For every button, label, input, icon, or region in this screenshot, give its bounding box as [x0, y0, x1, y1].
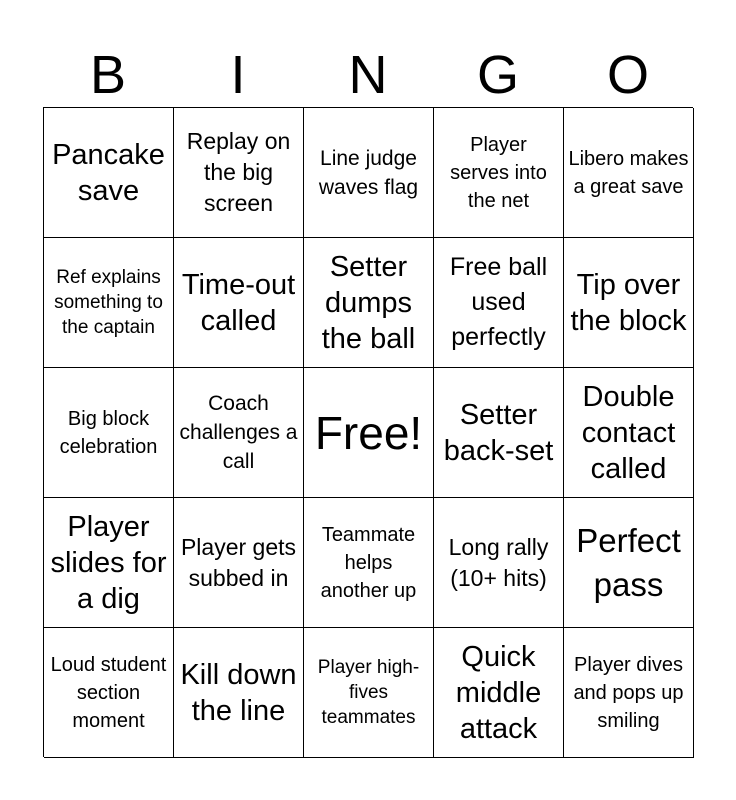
- cell-text: Pancake save: [52, 138, 165, 207]
- bingo-cell-r3c2[interactable]: [174, 368, 304, 498]
- free-space-text: Free!: [314, 406, 423, 459]
- cell-text: Player high-fives teammates: [317, 657, 420, 728]
- bingo-cell-r1c4[interactable]: [434, 108, 564, 238]
- bingo-cell-r1c3[interactable]: [304, 108, 434, 238]
- bingo-cell-r2c1[interactable]: [44, 238, 174, 368]
- cell-text: Ref explains something to the captain: [54, 267, 163, 338]
- cell-text: Coach challenges a call: [179, 392, 298, 473]
- bingo-cell-r2c4[interactable]: [434, 238, 564, 368]
- cell-text: Line judge waves flag: [318, 146, 419, 199]
- cell-text: Player dives and pops up smiling: [573, 653, 684, 732]
- cell-text: Player gets subbed in: [180, 533, 297, 591]
- cell-text: Loud student section moment: [50, 653, 167, 732]
- bingo-cell-r5c4[interactable]: [434, 628, 564, 758]
- cell-text: Long rally (10+ hits): [448, 533, 549, 591]
- bingo-cell-r3c4[interactable]: [434, 368, 564, 498]
- cell-text: Teammate helps another up: [320, 523, 417, 602]
- cell-text: Free ball used perfectly: [449, 253, 548, 351]
- cell-text: Double contact called: [581, 380, 676, 485]
- bingo-cell-r4c4[interactable]: [434, 498, 564, 628]
- bingo-cell-r2c3[interactable]: [304, 238, 434, 368]
- bingo-cell-r5c5[interactable]: [564, 628, 694, 758]
- cell-text: Setter back-set: [443, 398, 554, 467]
- header-letter-n: N: [348, 45, 388, 105]
- bingo-cell-r2c2[interactable]: [174, 238, 304, 368]
- bingo-cell-r3c5[interactable]: [564, 368, 694, 498]
- header-letter-o: O: [606, 45, 649, 105]
- bingo-cell-r5c1[interactable]: [44, 628, 174, 758]
- bingo-cell-r4c1[interactable]: [44, 498, 174, 628]
- bingo-cell-r5c3[interactable]: [304, 628, 434, 758]
- bingo-cell-r2c5[interactable]: [564, 238, 694, 368]
- cell-text: Libero makes a great save: [568, 147, 689, 198]
- header-letter-i: I: [230, 45, 246, 105]
- header-letter-g: G: [476, 45, 519, 105]
- bingo-cell-r1c1[interactable]: [44, 108, 174, 238]
- bingo-cell-r4c2[interactable]: [174, 498, 304, 628]
- cell-text: Player slides for a dig: [50, 510, 167, 615]
- cell-text: Big block celebration: [59, 407, 158, 458]
- header-letter-b: B: [89, 45, 127, 105]
- cell-text: Quick middle attack: [455, 640, 542, 745]
- bingo-cell-r4c3[interactable]: [304, 498, 434, 628]
- cell-text: Player serves into the net: [450, 133, 547, 212]
- bingo-header: [43, 44, 693, 106]
- bingo-cell-r1c5[interactable]: [564, 108, 694, 238]
- cell-text: Setter dumps the ball: [321, 250, 416, 355]
- cell-text: Time-out called: [181, 268, 296, 337]
- cell-text: Replay on the big screen: [186, 128, 291, 216]
- bingo-cell-r1c2[interactable]: [174, 108, 304, 238]
- bingo-cell-free[interactable]: [304, 368, 434, 498]
- bingo-cell-r5c2[interactable]: [174, 628, 304, 758]
- bingo-cell-r4c5[interactable]: [564, 498, 694, 628]
- cell-text: Perfect pass: [576, 521, 681, 603]
- cell-text: Kill down the line: [180, 658, 297, 727]
- bingo-cell-r3c1[interactable]: [44, 368, 174, 498]
- cell-text: Tip over the block: [570, 268, 687, 337]
- bingo-board: [43, 107, 693, 757]
